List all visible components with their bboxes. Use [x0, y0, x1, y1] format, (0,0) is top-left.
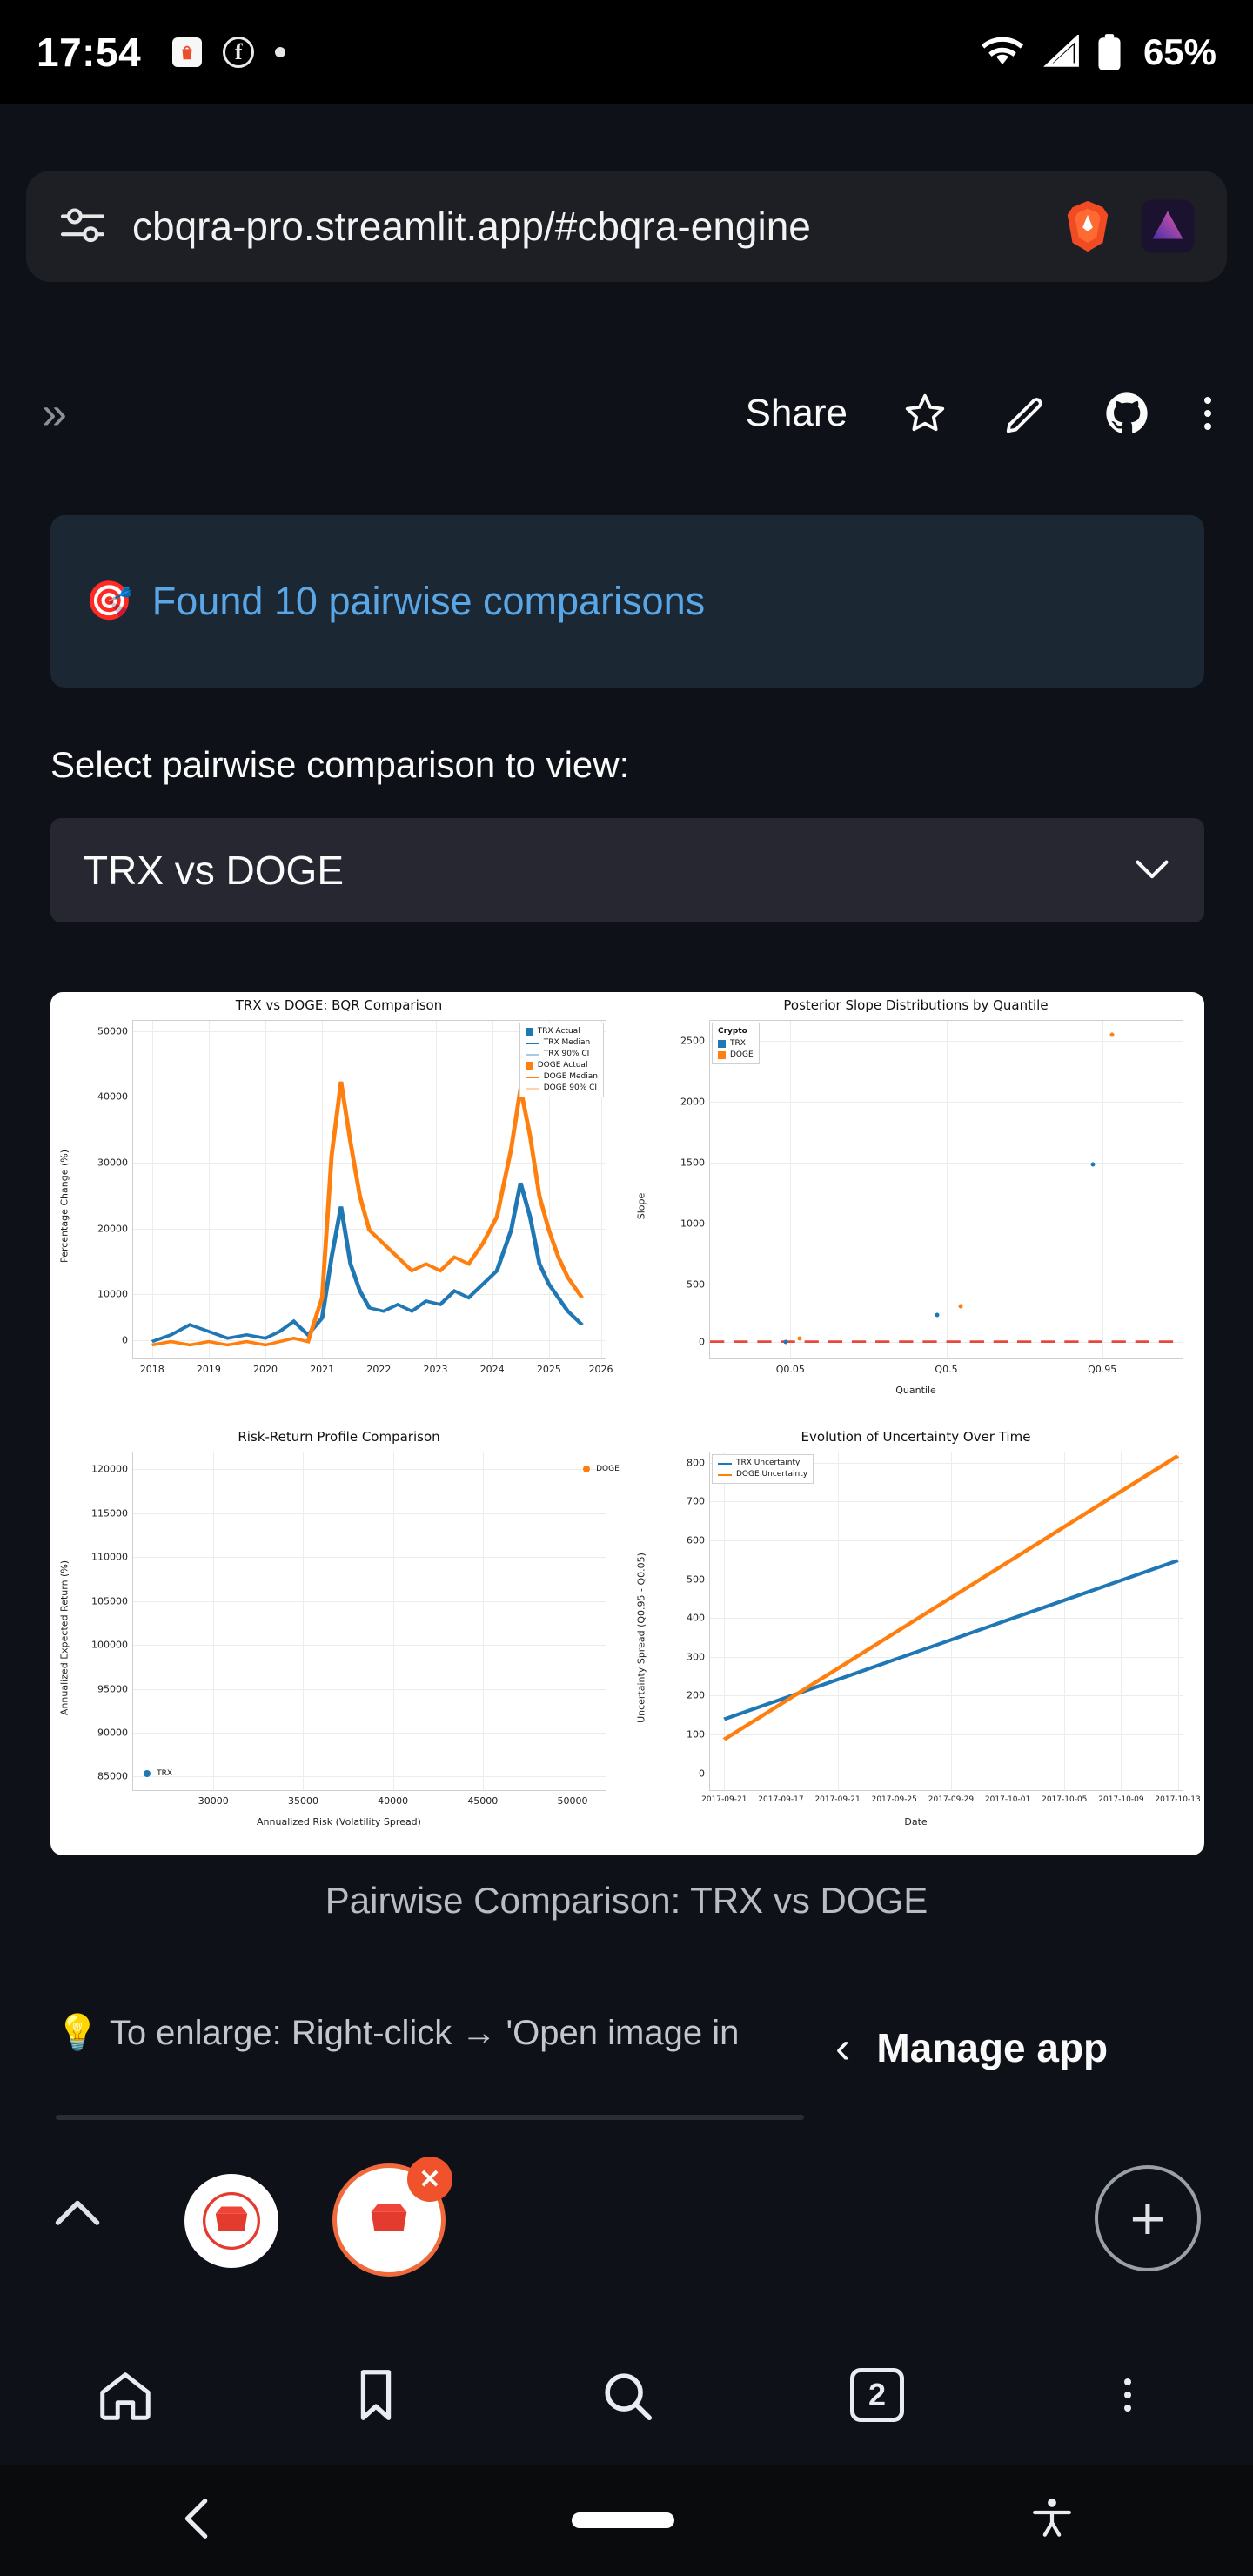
y-tick: 20000 [97, 1223, 128, 1235]
y-axis-label: Uncertainty Spread (Q0.95 - Q0.05) [635, 1553, 647, 1723]
streamlit-app-icon[interactable] [1140, 198, 1196, 254]
github-icon[interactable] [1103, 390, 1150, 437]
status-bar [0, 0, 1253, 104]
chart-legend [519, 1023, 604, 1097]
chart-legend [712, 1023, 760, 1064]
target-icon: 🎯 [85, 580, 133, 622]
data-point [935, 1312, 939, 1317]
legend-item: TRX Median [543, 1038, 591, 1047]
x-tick: 50000 [557, 1795, 588, 1807]
streamlit-toolbar [0, 357, 1253, 470]
x-tick: Q0.5 [935, 1364, 958, 1375]
x-axis-label: Quantile [895, 1385, 936, 1396]
legend-item: TRX [730, 1039, 746, 1048]
y-tick: 10000 [97, 1288, 128, 1300]
status-notification-icons [172, 37, 285, 68]
y-tick: 1500 [680, 1157, 705, 1169]
star-icon[interactable] [901, 390, 948, 437]
bookmark-icon [349, 2365, 403, 2425]
toolbar-actions [746, 390, 1211, 437]
x-tick: 2023 [423, 1364, 448, 1375]
y-tick: 600 [687, 1534, 705, 1546]
tab-switcher-button[interactable] [825, 2368, 929, 2422]
manage-app-button[interactable] [835, 2024, 1108, 2071]
y-tick: 0 [699, 1336, 705, 1348]
close-icon[interactable]: ✕ [407, 2157, 452, 2202]
kebab-menu-icon[interactable] [1204, 397, 1211, 430]
x-axis-label: Annualized Risk (Volatility Spread) [257, 1816, 421, 1828]
panel-title: Risk-Return Profile Comparison [238, 1429, 440, 1445]
chart-caption: Pairwise Comparison: TRX vs DOGE [325, 1880, 928, 1921]
chart-panel-uncertainty-evolution [627, 1424, 1204, 1855]
panel-title: TRX vs DOGE: BQR Comparison [235, 997, 443, 1013]
back-icon [177, 2493, 218, 2544]
facebook-icon: f [223, 37, 254, 68]
y-tick: 30000 [97, 1157, 128, 1169]
x-tick: 2017-10-09 [1098, 1795, 1144, 1804]
legend-item: TRX Actual [537, 1027, 580, 1036]
share-button[interactable]: Share [745, 392, 848, 434]
home-button[interactable] [73, 2365, 178, 2425]
manage-app-label: Manage app [876, 2025, 1109, 2070]
x-tick: 2017-10-05 [1042, 1795, 1088, 1804]
tab-count: 2 [850, 2368, 904, 2422]
banner-message: Found 10 pairwise comparisons [151, 579, 706, 623]
y-tick: 105000 [91, 1595, 128, 1607]
y-tick: 40000 [97, 1090, 128, 1103]
y-tick: 90000 [97, 1727, 128, 1739]
panel-title: Evolution of Uncertainty Over Time [801, 1429, 1031, 1445]
x-tick: 45000 [467, 1795, 499, 1807]
panel-title: Posterior Slope Distributions by Quantile [783, 997, 1049, 1013]
browser-url-bar[interactable] [26, 171, 1227, 282]
floating-bubble-row [0, 2155, 1253, 2311]
y-tick: 2000 [680, 1096, 705, 1108]
x-tick: 2019 [196, 1364, 221, 1375]
enlarge-hint [56, 2012, 839, 2053]
status-system-icons [980, 31, 1216, 73]
x-tick: 2020 [253, 1364, 278, 1375]
x-axis-label: Date [904, 1816, 928, 1828]
x-tick: 2026 [588, 1364, 613, 1375]
y-tick: 500 [687, 1278, 705, 1291]
chevron-down-icon[interactable] [1133, 855, 1171, 886]
reference-line [710, 1021, 1183, 1358]
legend-item: DOGE Median [543, 1072, 598, 1081]
x-tick: 2017-09-21 [814, 1795, 861, 1804]
x-tick: 2017-09-17 [758, 1795, 804, 1804]
divider [56, 2115, 804, 2120]
chart-panel-posterior-slopes [627, 992, 1204, 1424]
chart-panel-bqr-comparison [50, 992, 627, 1424]
y-tick: 100000 [91, 1639, 128, 1651]
double-chevron-right-icon[interactable]: » [42, 388, 62, 439]
chart-legend [712, 1454, 814, 1484]
select-label: Select pairwise comparison to view: [50, 744, 630, 785]
y-tick: 50000 [97, 1025, 128, 1037]
data-point [798, 1337, 802, 1341]
status-clock: 17:54 [37, 30, 142, 75]
data-point [958, 1304, 962, 1308]
data-point [1090, 1162, 1095, 1166]
info-banner [50, 515, 1204, 688]
y-tick: 2500 [680, 1035, 705, 1047]
accessibility-icon [1028, 2492, 1076, 2545]
plot-axes [91, 1452, 620, 1807]
y-tick: 1000 [680, 1218, 705, 1230]
url-text[interactable]: cbqra-pro.streamlit.app/#cbqra-engine [132, 204, 811, 249]
wifi-icon [980, 35, 1025, 70]
y-tick: 95000 [97, 1683, 128, 1695]
x-tick: Q0.95 [1088, 1364, 1117, 1375]
battery-icon [1096, 32, 1122, 72]
tune-icon[interactable] [57, 206, 108, 246]
dot-icon [275, 47, 285, 57]
y-tick: 700 [687, 1495, 705, 1507]
battery-percent: 65% [1142, 31, 1216, 72]
browser-menu-button[interactable] [1075, 2378, 1180, 2412]
plot-axes [680, 1020, 1183, 1375]
y-tick: 500 [687, 1573, 705, 1585]
y-tick: 0 [699, 1768, 705, 1780]
system-back-button[interactable] [177, 2493, 218, 2548]
system-navigation-bar [0, 2465, 1253, 2576]
pencil-icon[interactable] [1002, 390, 1049, 437]
x-tick: 2017-09-21 [701, 1795, 747, 1804]
data-point-label: DOGE [596, 1465, 620, 1474]
chart-panel-risk-return [50, 1424, 627, 1855]
legend-title: Crypto [718, 1027, 747, 1036]
x-tick: 35000 [287, 1795, 318, 1807]
kebab-menu-icon [1124, 2378, 1131, 2412]
search-button[interactable] [574, 2365, 679, 2425]
y-tick: 300 [687, 1651, 705, 1663]
x-tick: 2017-10-01 [984, 1795, 1031, 1804]
legend-item: TRX Uncertainty [736, 1459, 801, 1467]
y-tick: 0 [122, 1334, 128, 1346]
legend-item: DOGE 90% CI [543, 1083, 598, 1092]
y-tick: 85000 [97, 1770, 128, 1782]
accessibility-button[interactable] [1028, 2492, 1076, 2549]
x-tick: 2021 [310, 1364, 335, 1375]
home-pill-icon[interactable] [572, 2512, 674, 2528]
legend-item: DOGE Actual [537, 1061, 588, 1070]
legend-item: DOGE [730, 1050, 754, 1059]
home-icon [95, 2365, 156, 2425]
legend-item: TRX 90% CI [543, 1050, 590, 1058]
shopee-icon [172, 37, 202, 67]
data-point-trx [144, 1770, 151, 1777]
enlarge-hint-text: To enlarge: Right-click → 'Open image in [109, 2014, 740, 2052]
y-tick: 400 [687, 1612, 705, 1624]
select-value: TRX vs DOGE [84, 848, 345, 893]
y-tick: 120000 [91, 1463, 128, 1475]
chevron-up-icon[interactable] [50, 2197, 104, 2236]
x-tick: Q0.05 [775, 1364, 805, 1375]
x-tick: 2025 [536, 1364, 561, 1375]
y-tick: 800 [687, 1457, 705, 1469]
y-axis-label: Percentage Change (%) [58, 1149, 70, 1264]
x-tick: 2024 [479, 1364, 505, 1375]
signal-icon [1041, 35, 1081, 70]
y-tick: 200 [687, 1689, 705, 1701]
search-icon [596, 2365, 657, 2425]
legend-item: DOGE Uncertainty [736, 1470, 808, 1479]
y-axis-label: Slope [635, 1192, 647, 1220]
plot-axes [687, 1452, 1201, 1804]
y-axis-label: Annualized Expected Return (%) [58, 1560, 70, 1716]
brave-shields-icon[interactable] [1060, 198, 1116, 254]
y-tick: 115000 [91, 1507, 128, 1519]
x-tick: 40000 [378, 1795, 409, 1807]
series-paths [710, 1452, 1183, 1790]
add-bubble-button[interactable]: + [1095, 2165, 1201, 2271]
bookmarks-button[interactable] [324, 2365, 428, 2425]
x-tick: 2017-09-25 [871, 1795, 917, 1804]
data-point [783, 1339, 787, 1344]
data-point-label: TRX [157, 1768, 173, 1778]
x-tick: 2018 [139, 1364, 164, 1375]
x-tick: 2017-09-29 [928, 1795, 975, 1804]
y-tick: 110000 [91, 1551, 128, 1563]
bubble-avatar-1[interactable] [184, 2174, 278, 2268]
y-tick: 100 [687, 1728, 705, 1741]
data-point [1109, 1032, 1114, 1036]
data-point-doge [583, 1466, 590, 1472]
plot-axes [97, 1020, 613, 1375]
pairwise-comparison-figure[interactable] [50, 992, 1204, 1855]
pairwise-comparison-select[interactable] [50, 818, 1204, 922]
lightbulb-icon: 💡 [56, 2014, 99, 2052]
x-tick: 30000 [198, 1795, 229, 1807]
chevron-left-icon[interactable]: ‹ [835, 2023, 851, 2073]
browser-bottom-nav [0, 2325, 1253, 2465]
x-tick: 2022 [366, 1364, 392, 1375]
x-tick: 2017-10-13 [1155, 1795, 1201, 1804]
